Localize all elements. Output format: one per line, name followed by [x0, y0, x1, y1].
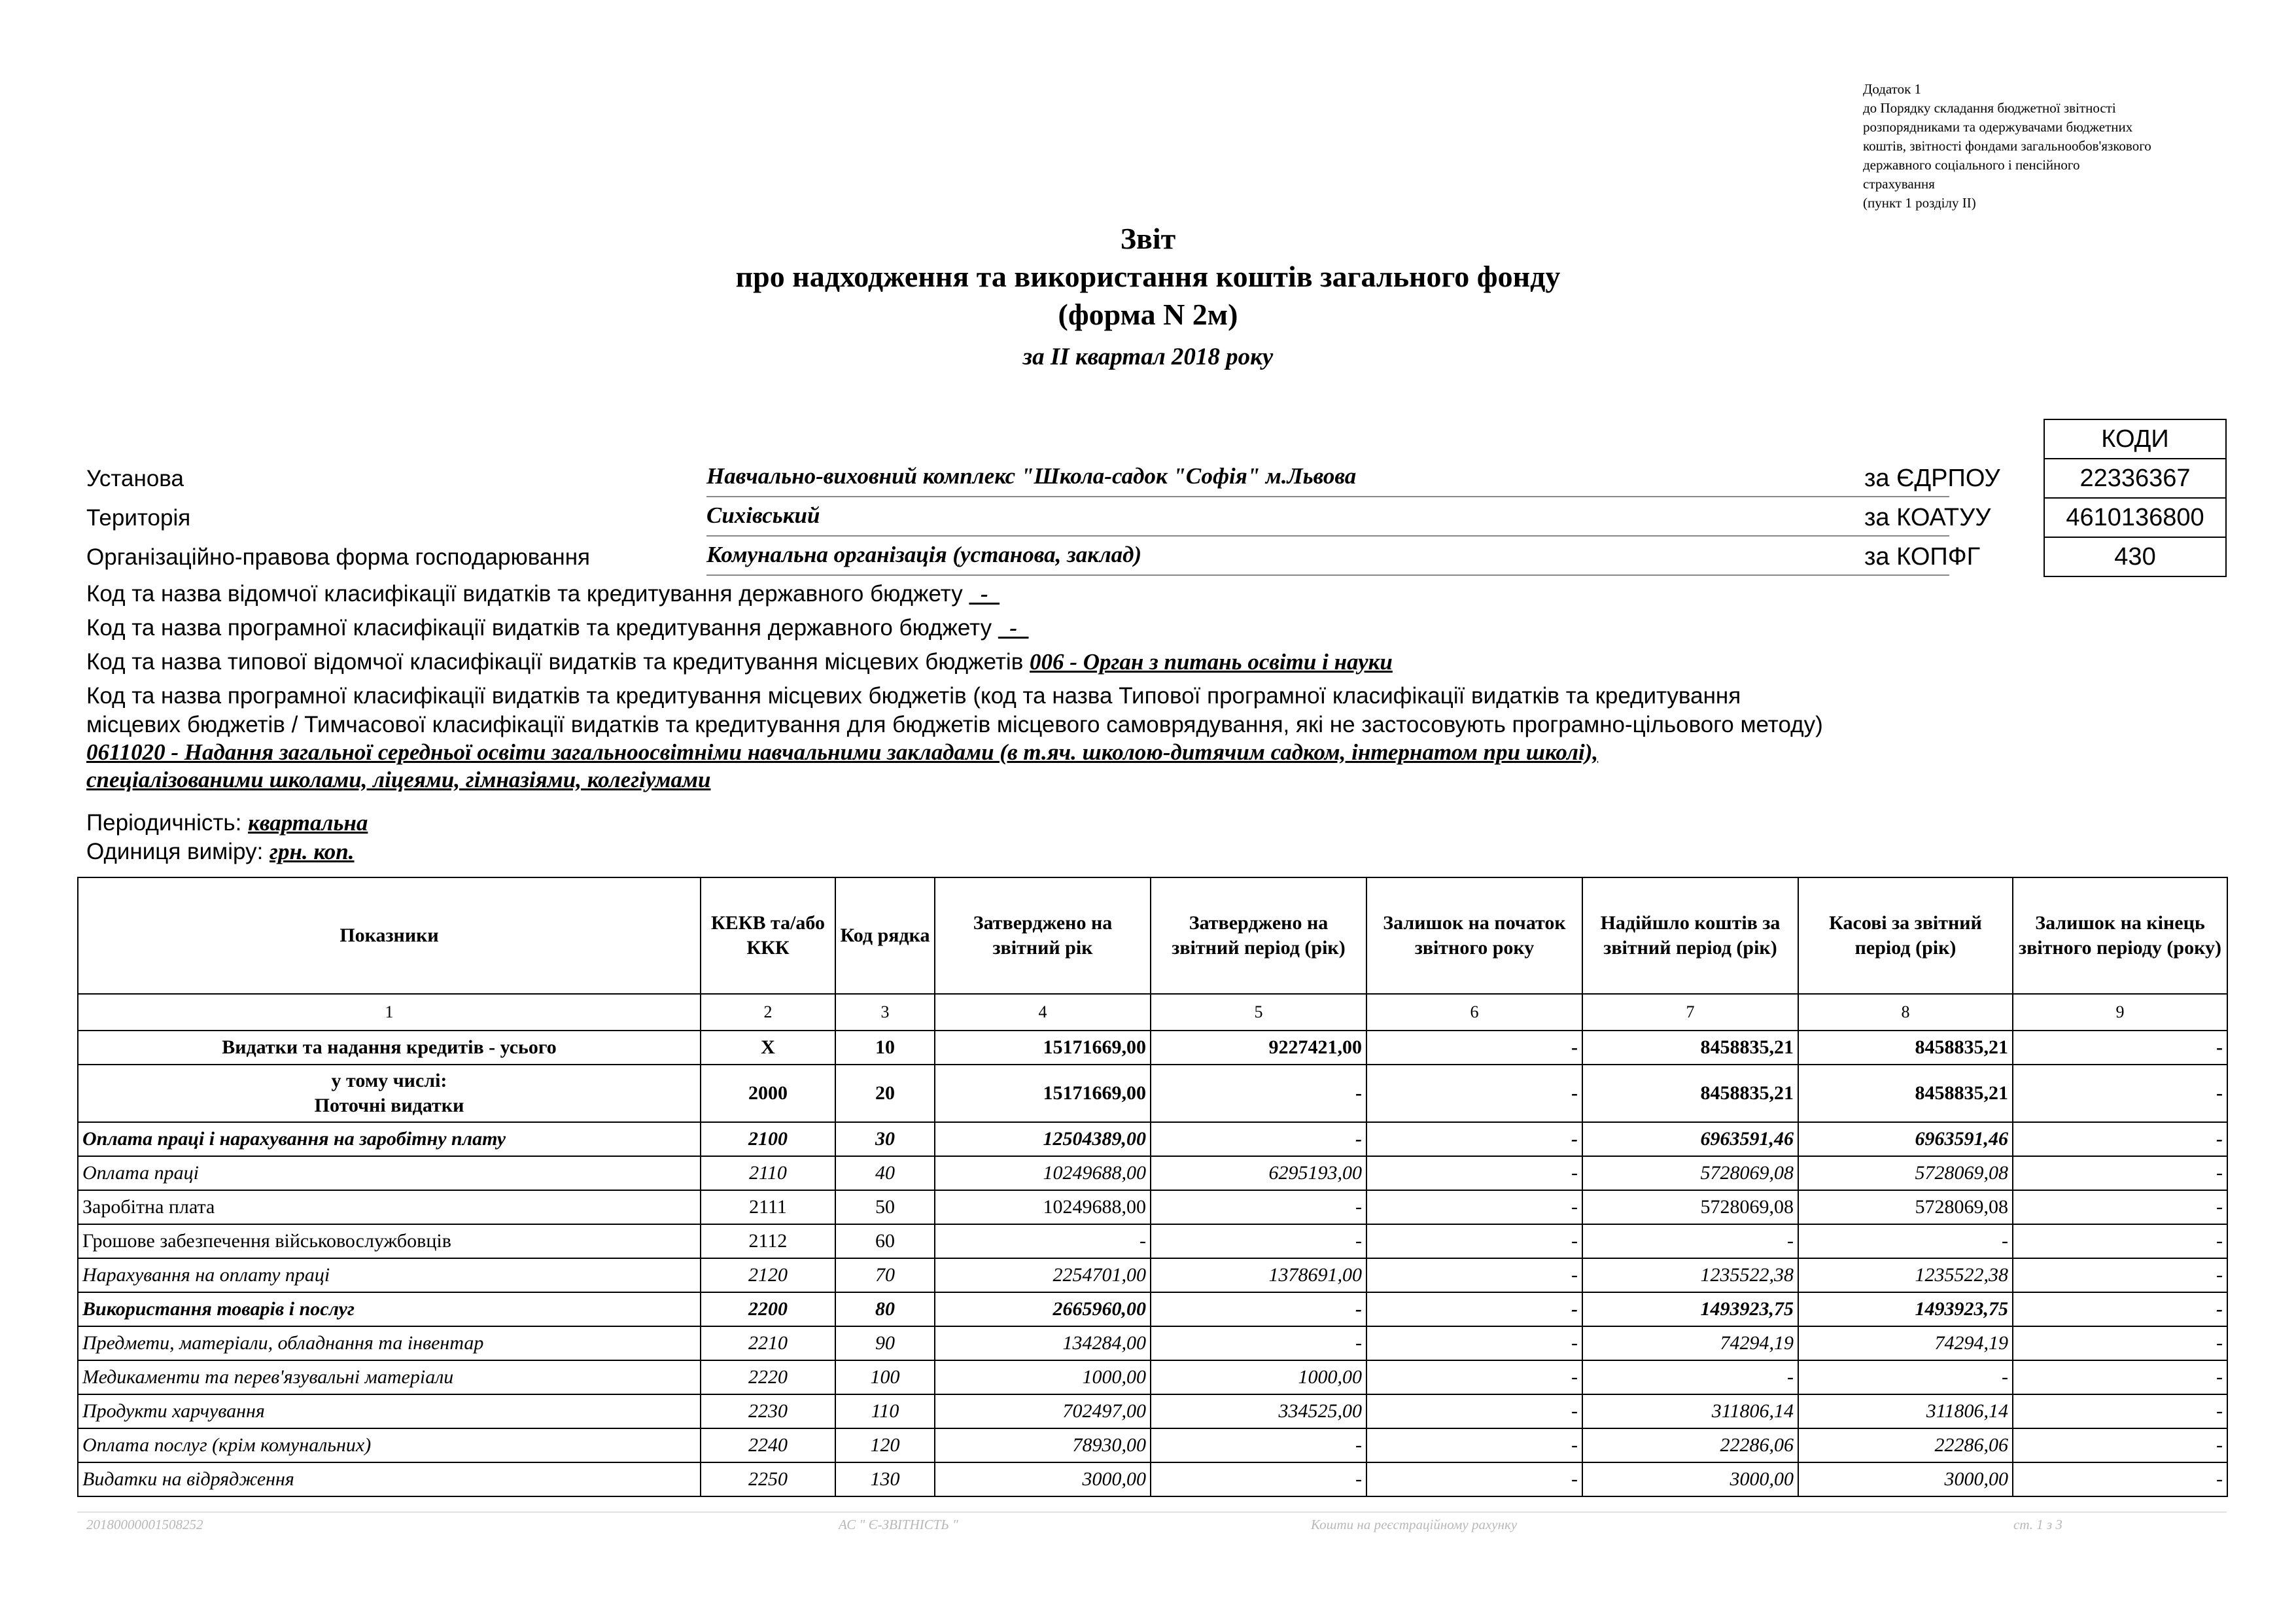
column-number: 1 — [78, 994, 701, 1031]
table-cell-c6: - — [1366, 1292, 1582, 1326]
table-cell-c7: - — [1582, 1224, 1798, 1258]
table-cell-code: 30 — [835, 1122, 935, 1156]
table-cell-name: Оплата послуг (крім комунальних) — [78, 1428, 701, 1462]
table-cell-kekv: X — [701, 1031, 835, 1065]
table-cell-c6: - — [1366, 1360, 1582, 1394]
table-cell-c5: 9227421,00 — [1151, 1031, 1366, 1065]
table-cell-name: Нарахування на оплату праці — [78, 1258, 701, 1292]
table-cell-c4: 2665960,00 — [935, 1292, 1151, 1326]
table-header-row — [78, 877, 2227, 994]
table-cell-c4: 15171669,00 — [935, 1031, 1151, 1065]
table-cell-c6: - — [1366, 1224, 1582, 1258]
footer-divider — [77, 1511, 2227, 1513]
report-form-number: (форма N 2м) — [1058, 298, 1238, 331]
table-cell-c5: 1378691,00 — [1151, 1258, 1366, 1292]
table-cell-c5: - — [1151, 1326, 1366, 1360]
table-cell-c8: 1235522,38 — [1798, 1258, 2013, 1292]
table-cell-c7: 8458835,21 — [1582, 1031, 1798, 1065]
table-cell-c4: 702497,00 — [935, 1394, 1151, 1428]
column-number: 7 — [1582, 994, 1798, 1031]
table-cell-c7: 5728069,08 — [1582, 1156, 1798, 1190]
funds-table — [77, 877, 2228, 1497]
form-label: Організаційно-правова форма господарювання — [86, 544, 590, 570]
table-cell-c4: 78930,00 — [935, 1428, 1151, 1462]
column-header: КЕКВ та/або ККК — [701, 877, 835, 994]
table-cell-kekv: 2200 — [701, 1292, 835, 1326]
table-cell-c8: 3000,00 — [1798, 1462, 2013, 1496]
table-cell-code: 120 — [835, 1428, 935, 1462]
table-cell-name: Медикаменти та перев'язувальні матеріали — [78, 1360, 701, 1394]
column-header: Залишок на кінець звітного періоду (року) — [2013, 877, 2227, 994]
table-cell-c9: - — [2013, 1326, 2227, 1360]
table-cell-kekv: 2210 — [701, 1326, 835, 1360]
report-title: Звіт — [1120, 222, 1176, 255]
footer-doc-id: 20180000001508252 — [86, 1517, 203, 1532]
table-cell-c7: 1493923,75 — [1582, 1292, 1798, 1326]
edrpou-label: за ЄДРПОУ — [1864, 465, 2000, 492]
table-cell-kekv: 2240 — [701, 1428, 835, 1462]
table-cell-c4: 3000,00 — [935, 1462, 1151, 1496]
table-cell-c9: - — [2013, 1156, 2227, 1190]
table-row — [78, 1326, 2227, 1360]
table-cell-c7: 8458835,21 — [1582, 1065, 1798, 1122]
column-number: 5 — [1151, 994, 1366, 1031]
table-cell-kekv: 2100 — [701, 1122, 835, 1156]
table-cell-name: Оплата праці і нарахування на заробітну плату — [78, 1122, 701, 1156]
table-cell-c8: 74294,19 — [1798, 1326, 2013, 1360]
table-cell-c9: - — [2013, 1360, 2227, 1394]
program-name-line-1: 0611020 - Надання загальної середньої освіти загальноосвітніми навчальними закладами (в т.яч. школою-дитячим садком, інтернатом при школі), — [86, 739, 1599, 765]
column-number: 6 — [1366, 994, 1582, 1031]
territory-value: Сихівський — [706, 503, 1949, 537]
typical-classification-line — [86, 649, 1393, 675]
koatuu-code: 4610136800 — [2044, 498, 2226, 537]
unit-value: грн. коп. — [270, 839, 355, 864]
table-cell-c6: - — [1366, 1428, 1582, 1462]
table-cell-c9: - — [2013, 1031, 2227, 1065]
prog-classification-line — [86, 615, 1029, 641]
column-number: 2 — [701, 994, 835, 1031]
table-row — [78, 1292, 2227, 1326]
table-cell-c8: 8458835,21 — [1798, 1065, 2013, 1122]
table-cell-c4: 134284,00 — [935, 1326, 1151, 1360]
table-cell-code: 130 — [835, 1462, 935, 1496]
table-cell-name: Використання товарів і послуг — [78, 1292, 701, 1326]
table-row — [78, 1224, 2227, 1258]
column-header: Показники — [78, 877, 701, 994]
unit-label: Одиниця виміру: — [86, 839, 264, 864]
table-cell-c5: - — [1151, 1122, 1366, 1156]
table-cell-c9: - — [2013, 1394, 2227, 1428]
dept-classification-line — [86, 581, 1000, 607]
local-classification-line-2: місцевих бюджетів / Тимчасової класифікації видатків та кредитування для бюджетів місцевого самоврядування, які не застосовують програмно-цільового методу) — [86, 712, 1823, 737]
report-period: за II квартал 2018 року — [1022, 344, 1274, 370]
appendix-line: коштів, звітності фондами загальнообов'язкового — [1863, 138, 2151, 154]
table-cell-code: 10 — [835, 1031, 935, 1065]
kopfg-code: 430 — [2044, 537, 2226, 576]
table-cell-c5: 334525,00 — [1151, 1394, 1366, 1428]
table-cell-c5: 6295193,00 — [1151, 1156, 1366, 1190]
table-cell-c8: 22286,06 — [1798, 1428, 2013, 1462]
table-cell-c5: - — [1151, 1428, 1366, 1462]
edrpou-code: 22336367 — [2044, 459, 2226, 498]
appendix-line: Додаток 1 — [1863, 81, 1922, 97]
table-cell-name: Заробітна плата — [78, 1190, 701, 1224]
table-cell-kekv: 2000 — [701, 1065, 835, 1122]
appendix-line: розпорядниками та одержувачами бюджетних — [1863, 119, 2133, 135]
table-cell-kekv: 2112 — [701, 1224, 835, 1258]
table-cell-c6: - — [1366, 1156, 1582, 1190]
unit-line — [86, 839, 355, 865]
table-row — [78, 1462, 2227, 1496]
table-cell-c6: - — [1366, 1190, 1582, 1224]
column-header: Касові за звітний період (рік) — [1798, 877, 2013, 994]
column-header: Надійшло коштів за звітний період (рік) — [1582, 877, 1798, 994]
table-cell-c6: - — [1366, 1462, 1582, 1496]
table-cell-kekv: 2111 — [701, 1190, 835, 1224]
table-cell-c4: 15171669,00 — [935, 1065, 1151, 1122]
koatuu-label: за КОАТУУ — [1864, 504, 1991, 531]
report-subtitle: про надходження та використання коштів загального фонду — [735, 260, 1561, 293]
column-number: 8 — [1798, 994, 2013, 1031]
codes-table — [2044, 419, 2227, 577]
table-cell-c4: 2254701,00 — [935, 1258, 1151, 1292]
table-cell-code: 80 — [835, 1292, 935, 1326]
table-cell-c4: 12504389,00 — [935, 1122, 1151, 1156]
table-cell-c7: 3000,00 — [1582, 1462, 1798, 1496]
institution-value: Навчально-виховний комплекс "Школа-садок "Софія" м.Львова — [706, 463, 1949, 497]
territory-row — [86, 503, 2049, 540]
table-cell-c5: - — [1151, 1224, 1366, 1258]
table-cell-c9: - — [2013, 1224, 2227, 1258]
table-cell-c8: - — [1798, 1360, 2013, 1394]
table-cell-c6: - — [1366, 1122, 1582, 1156]
table-cell-c7: 6963591,46 — [1582, 1122, 1798, 1156]
table-cell-c7: 5728069,08 — [1582, 1190, 1798, 1224]
table-cell-c4: - — [935, 1224, 1151, 1258]
table-row — [78, 1428, 2227, 1462]
column-number: 3 — [835, 994, 935, 1031]
table-cell-c4: 10249688,00 — [935, 1156, 1151, 1190]
table-cell-name: у тому числі: Поточні видатки — [78, 1065, 701, 1122]
table-row — [78, 1122, 2227, 1156]
appendix-line: державного соціального і пенсійного — [1863, 157, 2080, 173]
table-cell-c6: - — [1366, 1326, 1582, 1360]
table-cell-c9: - — [2013, 1190, 2227, 1224]
table-cell-name: Оплата праці — [78, 1156, 701, 1190]
form-row — [86, 542, 2049, 580]
table-cell-kekv: 2110 — [701, 1156, 835, 1190]
table-cell-c4: 1000,00 — [935, 1360, 1151, 1394]
program-name-line-2: спеціалізованими школами, ліцеями, гімназіями, колегіумами — [86, 767, 711, 792]
dept-classification-value: - — [969, 581, 1000, 607]
table-cell-c8: 5728069,08 — [1798, 1190, 2013, 1224]
table-cell-name: Видатки та надання кредитів - усього — [78, 1031, 701, 1065]
table-cell-c9: - — [2013, 1122, 2227, 1156]
table-cell-c8: 311806,14 — [1798, 1394, 2013, 1428]
table-cell-c7: 22286,06 — [1582, 1428, 1798, 1462]
table-cell-c9: - — [2013, 1428, 2227, 1462]
table-cell-c8: 8458835,21 — [1798, 1031, 2013, 1065]
institution-label: Установа — [86, 466, 184, 491]
table-cell-c9: - — [2013, 1258, 2227, 1292]
appendix-line: до Порядку складання бюджетної звітності — [1863, 100, 2116, 116]
appendix-line: страхування — [1863, 176, 1935, 192]
table-cell-c9: - — [2013, 1462, 2227, 1496]
institution-row — [86, 463, 2049, 501]
codes-header: КОДИ — [2044, 419, 2226, 459]
footer-page: ст. 1 з 3 — [2013, 1517, 2062, 1532]
appendix-line: (пункт 1 розділу II) — [1863, 195, 1976, 211]
table-cell-c5: 1000,00 — [1151, 1360, 1366, 1394]
table-cell-code: 90 — [835, 1326, 935, 1360]
periodicity-value: квартальна — [248, 810, 368, 836]
table-cell-c6: - — [1366, 1065, 1582, 1122]
table-cell-name: Продукти харчування — [78, 1394, 701, 1428]
table-cell-c8: 6963591,46 — [1798, 1122, 2013, 1156]
table-cell-code: 100 — [835, 1360, 935, 1394]
table-cell-c6: - — [1366, 1031, 1582, 1065]
table-cell-c7: - — [1582, 1360, 1798, 1394]
periodicity-label: Періодичність: — [86, 810, 242, 836]
table-cell-c9: - — [2013, 1292, 2227, 1326]
typical-classification-label: Код та назва типової відомчої класифікації видатків та кредитування місцевих бюджетів — [86, 649, 1024, 675]
table-row — [78, 1360, 2227, 1394]
table-cell-c5: - — [1151, 1462, 1366, 1496]
table-row — [78, 1190, 2227, 1224]
table-cell-c5: - — [1151, 1065, 1366, 1122]
kopfg-label: за КОПФГ — [1864, 543, 1981, 571]
territory-label: Територія — [86, 505, 191, 531]
table-cell-kekv: 2220 — [701, 1360, 835, 1394]
table-cell-c9: - — [2013, 1065, 2227, 1122]
column-number-row — [78, 994, 2227, 1031]
footer-system: АС " Є-ЗВІТНІСТЬ " — [839, 1517, 958, 1532]
table-cell-code: 70 — [835, 1258, 935, 1292]
table-cell-code: 110 — [835, 1394, 935, 1428]
table-cell-c8: - — [1798, 1224, 2013, 1258]
table-cell-code: 40 — [835, 1156, 935, 1190]
column-header: Залишок на початок звітного року — [1366, 877, 1582, 994]
appendix-note — [1863, 80, 2255, 213]
column-header: Затверджено на звітний рік — [935, 877, 1151, 994]
table-row — [78, 1031, 2227, 1065]
form-value: Комунальна організація (установа, заклад) — [706, 542, 1949, 576]
table-cell-code: 60 — [835, 1224, 935, 1258]
table-cell-kekv: 2230 — [701, 1394, 835, 1428]
table-row — [78, 1394, 2227, 1428]
column-header: Код рядка — [835, 877, 935, 994]
table-cell-c8: 5728069,08 — [1798, 1156, 2013, 1190]
column-number: 9 — [2013, 994, 2227, 1031]
table-cell-code: 20 — [835, 1065, 935, 1122]
typical-classification-value: 006 - Орган з питань освіти і науки — [1030, 649, 1393, 675]
footer-account: Кошти на реєстраційному рахунку — [1311, 1517, 1518, 1532]
table-cell-c6: - — [1366, 1394, 1582, 1428]
local-classification-line-1: Код та назва програмної класифікації видатків та кредитування місцевих бюджетів (код та назва Типової програмної класифікації видатків та кредитування — [86, 683, 1741, 709]
table-row — [78, 1156, 2227, 1190]
table-cell-code: 50 — [835, 1190, 935, 1224]
prog-classification-value: - — [998, 615, 1029, 641]
table-row — [78, 1065, 2227, 1122]
dept-classification-label: Код та назва відомчої класифікації видатків та кредитування державного бюджету — [86, 581, 963, 607]
table-cell-c7: 311806,14 — [1582, 1394, 1798, 1428]
table-cell-c7: 74294,19 — [1582, 1326, 1798, 1360]
table-row — [78, 1258, 2227, 1292]
table-cell-name: Предмети, матеріали, обладнання та інвентар — [78, 1326, 701, 1360]
table-cell-name: Видатки на відрядження — [78, 1462, 701, 1496]
table-cell-c5: - — [1151, 1190, 1366, 1224]
table-cell-kekv: 2250 — [701, 1462, 835, 1496]
periodicity-line — [86, 810, 368, 836]
column-number: 4 — [935, 994, 1151, 1031]
table-cell-c5: - — [1151, 1292, 1366, 1326]
table-cell-kekv: 2120 — [701, 1258, 835, 1292]
table-cell-c7: 1235522,38 — [1582, 1258, 1798, 1292]
table-cell-c6: - — [1366, 1258, 1582, 1292]
table-cell-name: Грошове забезпечення військовослужбовців — [78, 1224, 701, 1258]
table-cell-c4: 10249688,00 — [935, 1190, 1151, 1224]
prog-classification-label: Код та назва програмної класифікації видатків та кредитування державного бюджету — [86, 615, 992, 641]
table-cell-c8: 1493923,75 — [1798, 1292, 2013, 1326]
column-header: Затверджено на звітний період (рік) — [1151, 877, 1366, 994]
